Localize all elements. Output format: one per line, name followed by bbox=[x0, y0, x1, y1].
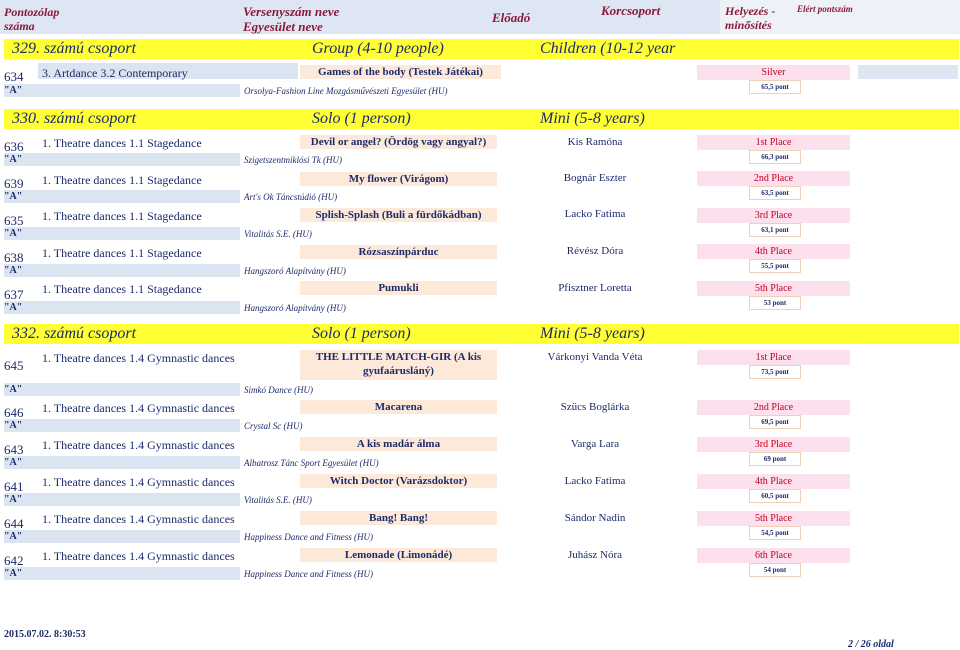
club-name: Crystal Sc (HU) bbox=[244, 421, 303, 431]
entry-category: 1. Theatre dances 1.4 Gymnastic dances bbox=[42, 512, 235, 526]
performer: Bognár Eszter bbox=[563, 172, 627, 184]
qual-box bbox=[4, 567, 240, 580]
qualification: "A" bbox=[4, 531, 23, 542]
qualification: "A" bbox=[4, 384, 23, 395]
score-sheet-number: 638 bbox=[4, 250, 24, 265]
entry-category: 1. Theatre dances 1.4 Gymnastic dances bbox=[42, 351, 235, 365]
points: 54 pont bbox=[749, 563, 801, 577]
group-format: Solo (1 person) bbox=[312, 325, 411, 342]
qualification: "A" bbox=[4, 265, 23, 276]
group-title: 329. számú csoport bbox=[12, 40, 137, 57]
qual-box bbox=[4, 153, 240, 166]
points: 54,5 pont bbox=[749, 526, 801, 540]
placement: 6th Place bbox=[697, 548, 850, 563]
header-placement: Helyezés - minősítés bbox=[725, 4, 776, 32]
club-name: Happiness Dance and Fitness (HU) bbox=[244, 569, 373, 579]
entry-title: My flower (Virágom) bbox=[300, 172, 497, 186]
qualification: "A" bbox=[4, 494, 23, 505]
header-category: Korcsoport bbox=[601, 3, 661, 18]
club-name: Hangszoró Alapítvány (HU) bbox=[244, 266, 346, 276]
qualification: "A" bbox=[4, 191, 23, 202]
group-format: Group (4-10 people) bbox=[312, 40, 444, 57]
points: 66,3 pont bbox=[749, 150, 801, 164]
header-performer: Előadó bbox=[492, 10, 531, 25]
qual-box bbox=[4, 301, 240, 314]
print-timestamp: 2015.07.02. 8:30:53 bbox=[4, 629, 86, 640]
qual-box bbox=[4, 530, 240, 543]
qualification: "A" bbox=[4, 154, 23, 165]
score-sheet-number: 646 bbox=[4, 405, 24, 420]
club-name: Happiness Dance and Fitness (HU) bbox=[244, 532, 373, 542]
entry-title: Witch Doctor (Varázsdoktor) bbox=[300, 474, 497, 488]
points: 73,5 pont bbox=[749, 365, 801, 379]
points: 60,5 pont bbox=[749, 489, 801, 503]
group-title: 332. számú csoport bbox=[12, 325, 137, 342]
points: 65,5 pont bbox=[749, 80, 801, 94]
header-entry: Versenyszám neve Egyesület neve bbox=[243, 4, 340, 34]
group-header bbox=[4, 109, 959, 129]
qual-box bbox=[4, 456, 240, 469]
entry-title: THE LITTLE MATCH-GIR (A kis gyufaárusláný) bbox=[300, 350, 497, 380]
points: 63,5 pont bbox=[749, 186, 801, 200]
score-band bbox=[858, 65, 958, 79]
group-header bbox=[4, 39, 959, 59]
score-sheet-number: 635 bbox=[4, 213, 24, 228]
entry-title: Bang! Bang! bbox=[300, 511, 497, 525]
points: 69 pont bbox=[749, 452, 801, 466]
score-sheet-number: 634 bbox=[4, 69, 24, 84]
group-title: 330. számú csoport bbox=[12, 110, 137, 127]
qual-box bbox=[4, 419, 240, 432]
score-sheet-number: 645 bbox=[4, 358, 24, 373]
qualification: "A" bbox=[4, 228, 23, 239]
qual-box bbox=[4, 190, 240, 203]
entry-category: 1. Theatre dances 1.4 Gymnastic dances bbox=[42, 475, 235, 489]
qualification: "A" bbox=[4, 420, 23, 431]
performer: Juhász Nóra bbox=[567, 549, 623, 561]
placement: 1st Place bbox=[697, 135, 850, 150]
placement: 3rd Place bbox=[697, 208, 850, 223]
qual-box bbox=[4, 227, 240, 240]
entry-category: 1. Theatre dances 1.1 Stagedance bbox=[42, 209, 202, 223]
club-name: Simkó Dance (HU) bbox=[244, 385, 313, 395]
score-sheet-number: 636 bbox=[4, 139, 24, 154]
club-name: Hangszoró Alapítvány (HU) bbox=[244, 303, 346, 313]
performer: Kis Ramóna bbox=[567, 136, 623, 148]
group-format: Solo (1 person) bbox=[312, 110, 411, 127]
group-header bbox=[4, 324, 959, 344]
performer: Várkonyi Vanda Véta bbox=[547, 351, 643, 363]
group-age: Children (10-12 year bbox=[540, 40, 676, 57]
qual-box bbox=[4, 383, 240, 396]
header-number: Pontozólap száma bbox=[4, 5, 60, 33]
qual-box bbox=[4, 264, 240, 277]
qualification: "A" bbox=[4, 457, 23, 468]
entry-title: Lemonade (Limonádé) bbox=[300, 548, 497, 562]
entry-category: 3. Artdance 3.2 Contemporary bbox=[42, 66, 188, 80]
placement: Silver bbox=[697, 65, 850, 80]
club-name: Orsolya-Fashion Line Mozgásművészeti Egyesület (HU) bbox=[244, 86, 448, 96]
club-name: Szigetszentmiklósi Tk (HU) bbox=[244, 155, 342, 165]
placement: 2nd Place bbox=[697, 400, 850, 415]
entry-category: 1. Theatre dances 1.4 Gymnastic dances bbox=[42, 438, 235, 452]
score-sheet-number: 644 bbox=[4, 516, 24, 531]
entry-category: 1. Theatre dances 1.1 Stagedance bbox=[42, 282, 202, 296]
group-age: Mini (5-8 years) bbox=[540, 110, 645, 127]
performer: Varga Lara bbox=[570, 438, 620, 450]
qual-box bbox=[4, 493, 240, 506]
points: 63,1 pont bbox=[749, 223, 801, 237]
performer: Lacko Fatima bbox=[564, 475, 626, 487]
qualification: "A" bbox=[4, 85, 23, 96]
header-score: Elért pontszám bbox=[797, 4, 853, 14]
page-number: 2 / 26 oldal bbox=[848, 639, 894, 650]
entry-title: Splish-Splash (Buli a fürdőkádban) bbox=[300, 208, 497, 222]
entry-title: A kis madár álma bbox=[300, 437, 497, 451]
entry-title: Devil or angel? (Ördög vagy angyal?) bbox=[300, 135, 497, 149]
score-sheet-number: 643 bbox=[4, 442, 24, 457]
performer: Pfisztner Loretta bbox=[558, 282, 632, 294]
score-sheet-number: 641 bbox=[4, 479, 24, 494]
entry-category: 1. Theatre dances 1.1 Stagedance bbox=[42, 246, 202, 260]
entry-category: 1. Theatre dances 1.1 Stagedance bbox=[42, 173, 202, 187]
entry-title: Rózsaszínpárduc bbox=[300, 245, 497, 259]
placement: 4th Place bbox=[697, 244, 850, 259]
performer: Sándor Nadin bbox=[564, 512, 626, 524]
qualification: "A" bbox=[4, 568, 23, 579]
club-name: Vitalitás S.E. (HU) bbox=[244, 495, 312, 505]
entry-category: 1. Theatre dances 1.4 Gymnastic dances bbox=[42, 549, 235, 563]
score-sheet-number: 637 bbox=[4, 287, 24, 302]
entry-title: Games of the body (Testek Játékai) bbox=[300, 65, 501, 79]
score-sheet-number: 639 bbox=[4, 176, 24, 191]
club-name: Albatrosz Tánc Sport Egyesület (HU) bbox=[244, 458, 379, 468]
performer: Szücs Boglárka bbox=[560, 401, 630, 413]
club-name: Art's Ok Táncstúdió (HU) bbox=[244, 192, 338, 202]
points: 55,5 pont bbox=[749, 259, 801, 273]
score-sheet-number: 642 bbox=[4, 553, 24, 568]
entry-category: 1. Theatre dances 1.1 Stagedance bbox=[42, 136, 202, 150]
points: 53 pont bbox=[749, 296, 801, 310]
placement: 5th Place bbox=[697, 281, 850, 296]
performer: Révész Dóra bbox=[566, 245, 624, 257]
placement: 3rd Place bbox=[697, 437, 850, 452]
group-age: Mini (5-8 years) bbox=[540, 325, 645, 342]
club-name: Vitalitás S.E. (HU) bbox=[244, 229, 312, 239]
placement: 5th Place bbox=[697, 511, 850, 526]
points: 69,5 pont bbox=[749, 415, 801, 429]
entry-title: Macarena bbox=[300, 400, 497, 414]
qualification: "A" bbox=[4, 302, 23, 313]
placement: 4th Place bbox=[697, 474, 850, 489]
placement: 1st Place bbox=[697, 350, 850, 365]
placement: 2nd Place bbox=[697, 171, 850, 186]
entry-category: 1. Theatre dances 1.4 Gymnastic dances bbox=[42, 401, 235, 415]
performer: Lacko Fatima bbox=[564, 208, 626, 220]
qual-box bbox=[4, 84, 240, 97]
entry-title: Pumukli bbox=[300, 281, 497, 295]
